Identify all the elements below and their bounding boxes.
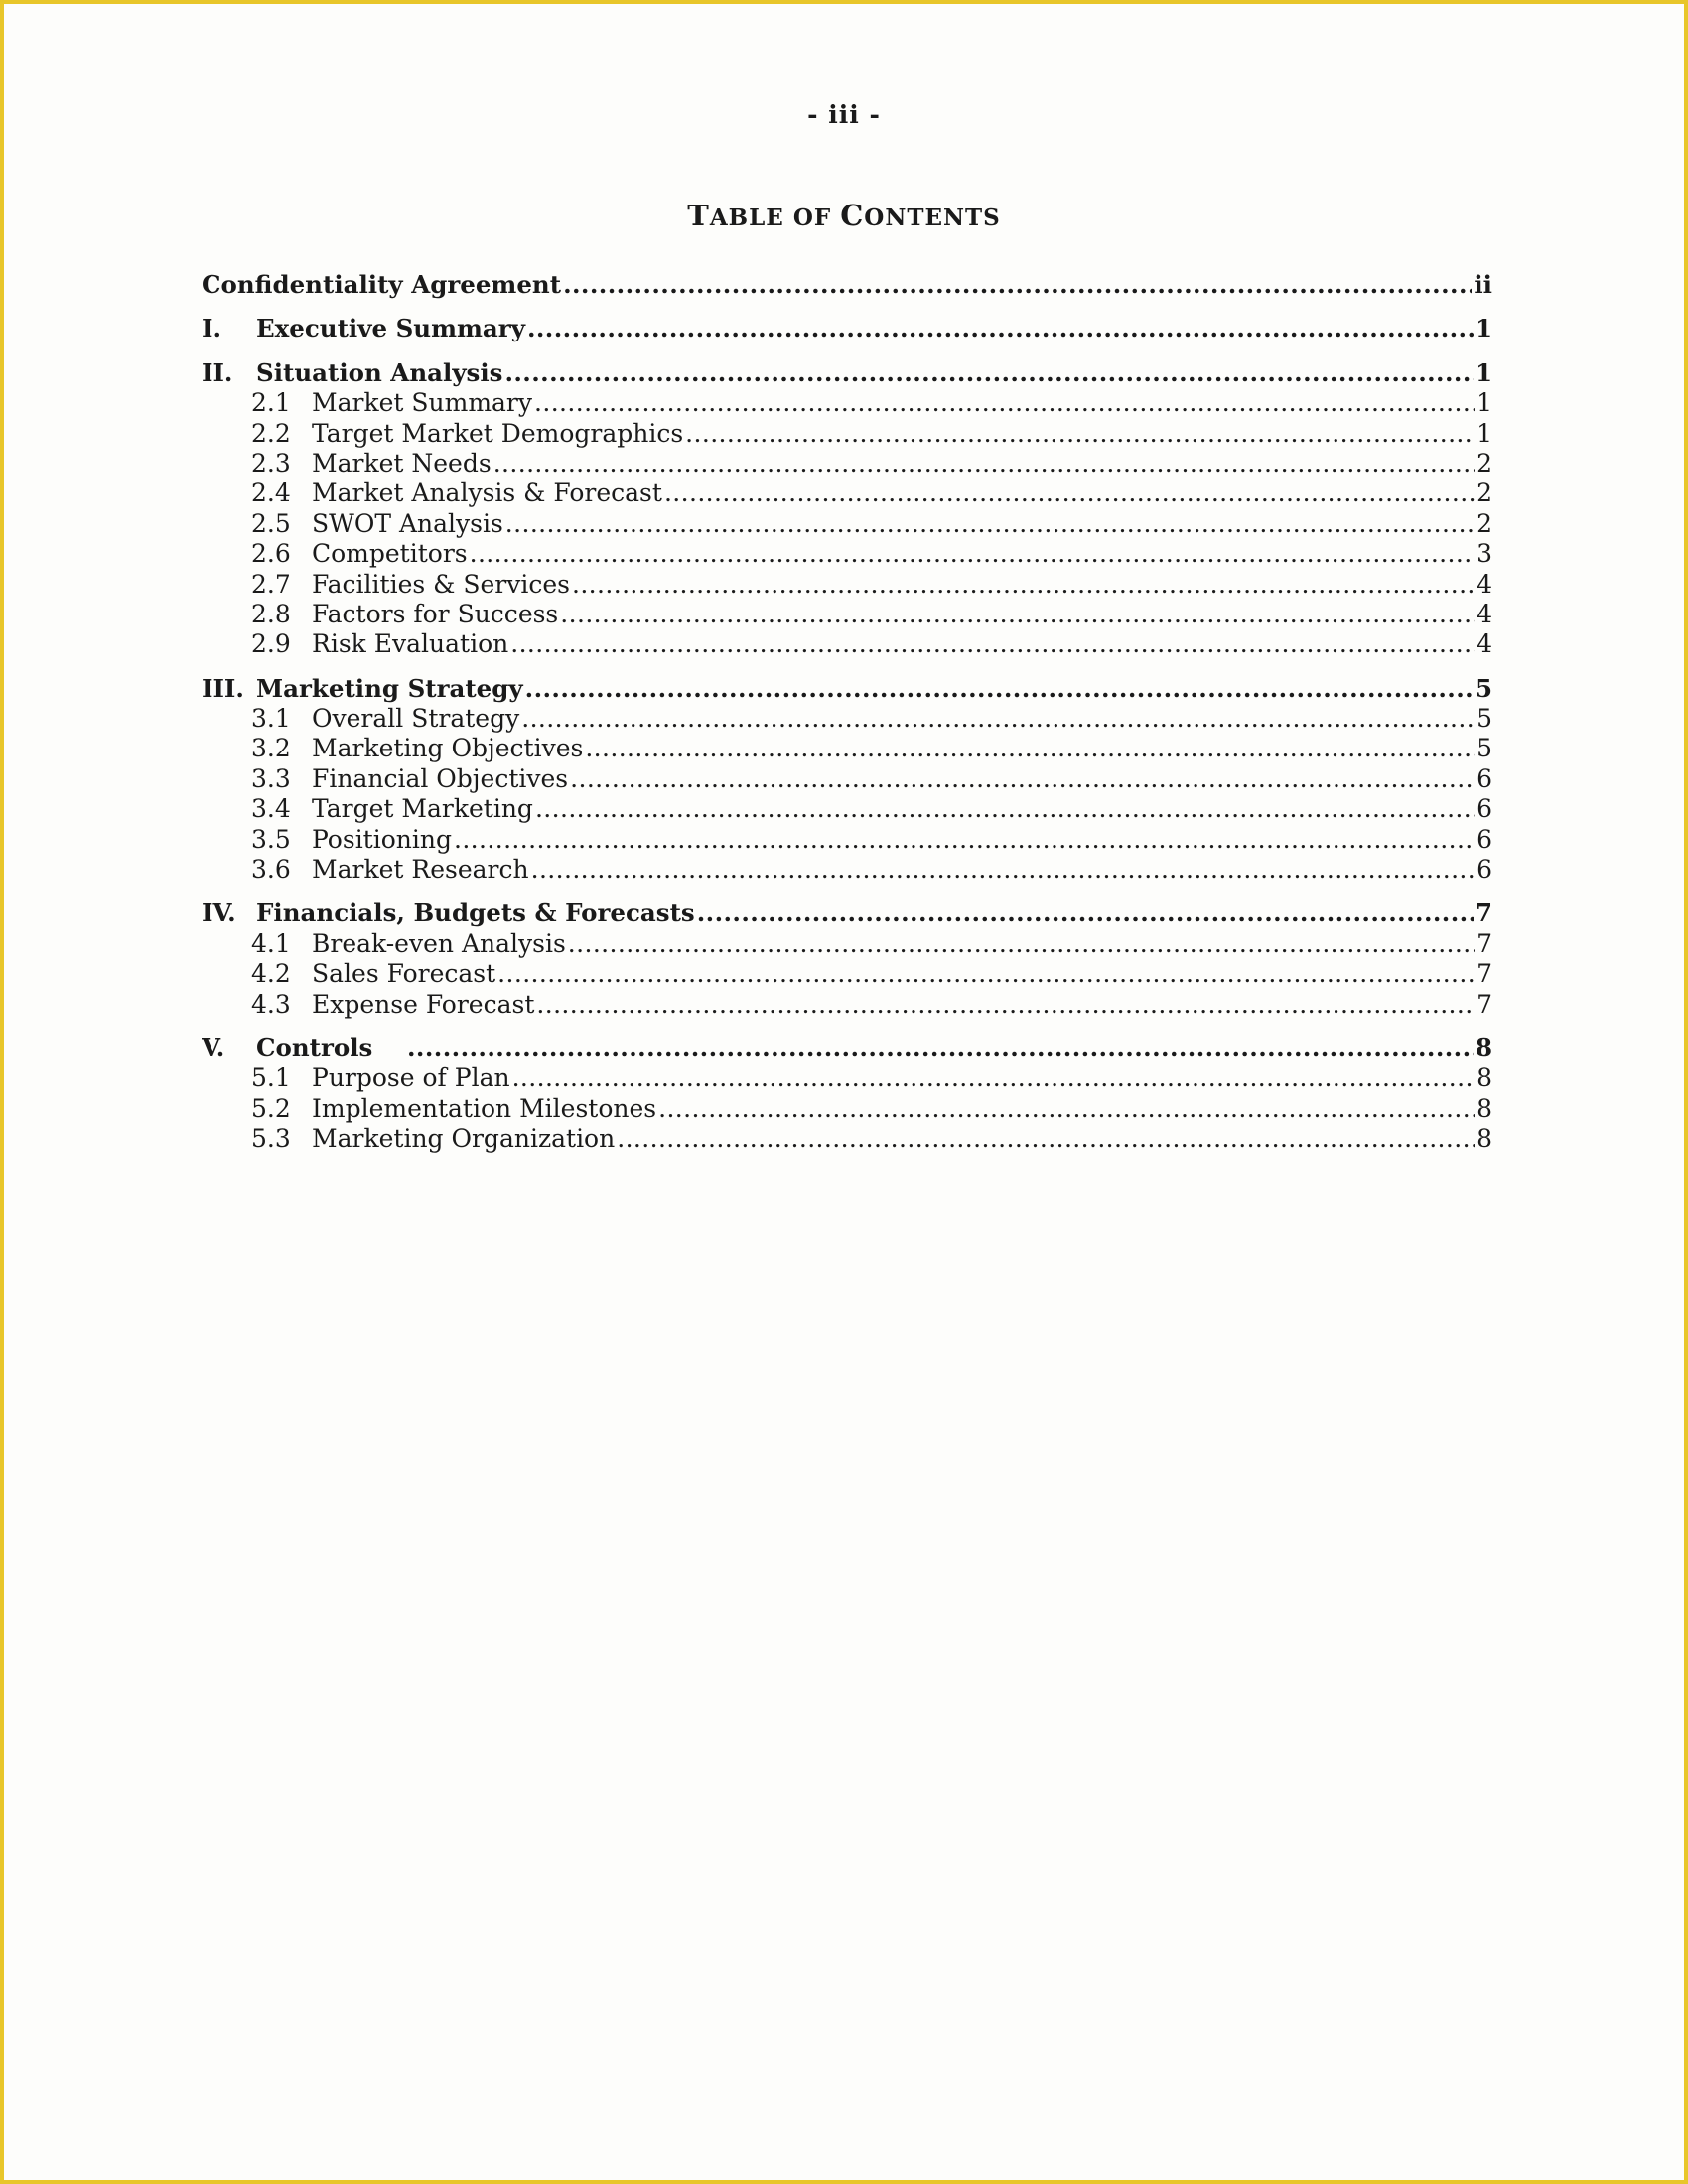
toc-entry-page: 5 xyxy=(1477,734,1492,763)
toc-dot-leader xyxy=(407,1033,1474,1063)
toc-entry-number: 2.1 xyxy=(251,388,291,418)
toc-dot-leader xyxy=(568,929,1475,959)
toc-entry-number: 2.8 xyxy=(251,599,291,628)
toc-entry-number: 2.5 xyxy=(251,508,291,538)
toc-title-cap-2: C xyxy=(840,199,865,232)
toc-entry-label: Marketing Organization xyxy=(312,1124,616,1154)
toc-entry-number: 5.1 xyxy=(251,1063,291,1093)
toc-dot-leader xyxy=(570,764,1475,794)
toc-entry-number: 5.3 xyxy=(251,1124,291,1154)
toc-dot-leader xyxy=(658,1094,1475,1124)
toc-dot-leader xyxy=(617,1124,1475,1154)
toc-entry-number: 2.7 xyxy=(251,569,291,599)
toc-entry-page: 4 xyxy=(1477,629,1492,659)
toc-entry[interactable] xyxy=(202,1063,1492,1093)
toc-entry-page: 2 xyxy=(1477,448,1492,478)
toc-entry[interactable] xyxy=(202,358,1492,388)
toc-entry-number: 3.4 xyxy=(251,794,291,824)
toc-dot-leader xyxy=(585,734,1475,763)
toc-entry[interactable] xyxy=(202,898,1492,928)
toc-entry-page: 3 xyxy=(1477,539,1492,569)
toc-entry-label: Market Research xyxy=(312,855,529,885)
toc-entry-page: 8 xyxy=(1477,1093,1492,1123)
toc-entry-label: Break-even Analysis xyxy=(312,928,566,958)
toc-entry-page: 8 xyxy=(1477,1124,1492,1154)
toc-entry-page: 1 xyxy=(1477,388,1492,418)
toc-entry[interactable] xyxy=(202,600,1492,629)
toc-entry[interactable] xyxy=(202,1033,1492,1063)
toc-title-cap-1: T xyxy=(687,199,710,232)
table-of-contents xyxy=(202,270,1492,1155)
toc-dot-leader xyxy=(521,704,1475,734)
toc-entry[interactable] xyxy=(202,855,1492,885)
toc-entry-number: 2.2 xyxy=(251,418,291,448)
toc-entry-page: 2 xyxy=(1477,478,1492,508)
toc-entry-number: 3.3 xyxy=(251,763,291,793)
toc-dot-leader xyxy=(505,509,1475,539)
toc-entry[interactable] xyxy=(202,990,1492,1020)
page-number: - iii - xyxy=(807,100,881,129)
toc-entry-number: 4.2 xyxy=(251,959,291,989)
toc-entry[interactable] xyxy=(202,314,1492,343)
toc-entry-number: 2.6 xyxy=(251,539,291,569)
toc-entry-number: 3.5 xyxy=(251,824,291,854)
toc-dot-leader xyxy=(527,314,1474,343)
toc-title xyxy=(4,199,1684,232)
toc-dot-leader xyxy=(512,1063,1476,1093)
toc-entry[interactable] xyxy=(202,270,1492,300)
toc-entry-label: Facilities & Services xyxy=(312,569,570,599)
toc-entry-page: 4 xyxy=(1477,599,1492,628)
toc-entry-number: 3.2 xyxy=(251,734,291,763)
toc-dot-leader xyxy=(572,570,1475,600)
toc-entry-page: 5 xyxy=(1477,704,1492,734)
toc-entry[interactable] xyxy=(202,825,1492,855)
toc-dot-leader xyxy=(531,855,1476,885)
toc-entry-label: Controls xyxy=(256,1032,373,1062)
toc-entry[interactable] xyxy=(202,704,1492,734)
toc-entry-number: IV. xyxy=(202,898,236,928)
toc-entry[interactable] xyxy=(202,1094,1492,1124)
toc-entry[interactable] xyxy=(202,509,1492,539)
toc-title-rest-2: ONTENTS xyxy=(864,205,1001,231)
toc-entry[interactable] xyxy=(202,539,1492,569)
toc-entry-page: 1 xyxy=(1477,418,1492,448)
toc-dot-leader xyxy=(497,959,1475,989)
toc-entry[interactable] xyxy=(202,388,1492,418)
toc-entry-number: 4.3 xyxy=(251,989,291,1019)
toc-entry[interactable] xyxy=(202,478,1492,508)
toc-dot-leader xyxy=(685,419,1475,449)
toc-entry[interactable] xyxy=(202,764,1492,794)
toc-entry-page: 7 xyxy=(1477,928,1492,958)
toc-entry-label: Financials, Budgets & Forecasts xyxy=(256,898,695,928)
toc-entry-number: 2.4 xyxy=(251,478,291,508)
toc-entry-label: Positioning xyxy=(312,824,452,854)
toc-entry-label: Confidentiality Agreement xyxy=(202,270,562,299)
toc-dot-leader xyxy=(510,629,1475,659)
toc-entry-label: Expense Forecast xyxy=(312,989,535,1019)
toc-entry-label: Risk Evaluation xyxy=(312,629,509,659)
toc-entry-page: 5 xyxy=(1475,673,1492,703)
toc-title-rest-1: ABLE OF xyxy=(709,205,841,231)
toc-entry-label: Market Summary xyxy=(312,388,533,418)
toc-entry[interactable] xyxy=(202,734,1492,763)
toc-entry-label: Market Analysis & Forecast xyxy=(312,478,662,508)
toc-entry-number: II. xyxy=(202,357,233,387)
toc-entry[interactable] xyxy=(202,629,1492,659)
toc-dot-leader xyxy=(536,990,1475,1020)
toc-dot-leader xyxy=(535,794,1475,824)
toc-entry-label: Marketing Objectives xyxy=(312,734,584,763)
toc-entry[interactable] xyxy=(202,794,1492,824)
toc-entry-label: Purpose of Plan xyxy=(312,1063,510,1093)
toc-entry-label: Implementation Milestones xyxy=(312,1093,657,1123)
toc-dot-leader xyxy=(534,388,1475,418)
toc-entry-number: V. xyxy=(202,1032,225,1062)
toc-entry-number: 2.9 xyxy=(251,629,291,659)
toc-dot-leader xyxy=(504,358,1473,388)
toc-entry-label: Financial Objectives xyxy=(312,763,569,793)
toc-entry[interactable] xyxy=(202,419,1492,449)
toc-entry-page: 6 xyxy=(1477,855,1492,885)
toc-dot-leader xyxy=(560,600,1475,629)
toc-entry-page: 1 xyxy=(1475,357,1492,387)
toc-entry-page: ii xyxy=(1474,270,1492,299)
toc-entry-page: 2 xyxy=(1477,508,1492,538)
toc-entry-number: 3.6 xyxy=(251,855,291,885)
toc-entry-page: 6 xyxy=(1477,824,1492,854)
toc-entry-label: Situation Analysis xyxy=(256,357,503,387)
toc-entry-label: Market Needs xyxy=(312,448,492,478)
toc-entry[interactable] xyxy=(202,1124,1492,1154)
toc-entry-label: Overall Strategy xyxy=(312,704,520,734)
toc-entry-page: 7 xyxy=(1477,959,1492,989)
toc-dot-leader xyxy=(697,898,1474,928)
toc-entry-label: Marketing Strategy xyxy=(256,673,523,703)
toc-entry-label: Competitors xyxy=(312,539,468,569)
toc-entry[interactable] xyxy=(202,449,1492,478)
toc-dot-leader xyxy=(525,674,1474,704)
toc-entry-label: SWOT Analysis xyxy=(312,508,503,538)
toc-entry-page: 4 xyxy=(1477,569,1492,599)
toc-entry-page: 6 xyxy=(1477,794,1492,824)
toc-entry-page: 8 xyxy=(1477,1063,1492,1093)
toc-entry[interactable] xyxy=(202,959,1492,989)
toc-entry-page: 6 xyxy=(1477,763,1492,793)
toc-entry-page: 1 xyxy=(1475,314,1492,343)
toc-entry-number: 4.1 xyxy=(251,928,291,958)
toc-entry-label: Factors for Success xyxy=(312,599,559,628)
toc-entry-label: Target Marketing xyxy=(312,794,533,824)
toc-entry-number: 3.1 xyxy=(251,704,291,734)
toc-dot-leader xyxy=(664,478,1475,508)
toc-entry-page: 7 xyxy=(1475,898,1492,928)
toc-entry-label: Target Market Demographics xyxy=(312,418,684,448)
toc-entry-page: 8 xyxy=(1475,1032,1492,1062)
toc-entry[interactable] xyxy=(202,570,1492,600)
toc-entry-number: 5.2 xyxy=(251,1093,291,1123)
toc-dot-leader xyxy=(454,825,1475,855)
toc-entry-label: Executive Summary xyxy=(256,314,525,343)
toc-entry[interactable] xyxy=(202,929,1492,959)
toc-entry-page: 7 xyxy=(1477,989,1492,1019)
toc-dot-leader xyxy=(493,449,1475,478)
toc-dot-leader xyxy=(563,270,1472,300)
toc-entry-number: III. xyxy=(202,673,244,703)
toc-entry[interactable] xyxy=(202,674,1492,704)
toc-entry-number: I. xyxy=(202,314,221,343)
toc-entry-label: Sales Forecast xyxy=(312,959,496,989)
toc-dot-leader xyxy=(470,539,1475,569)
toc-entry-number: 2.3 xyxy=(251,448,291,478)
